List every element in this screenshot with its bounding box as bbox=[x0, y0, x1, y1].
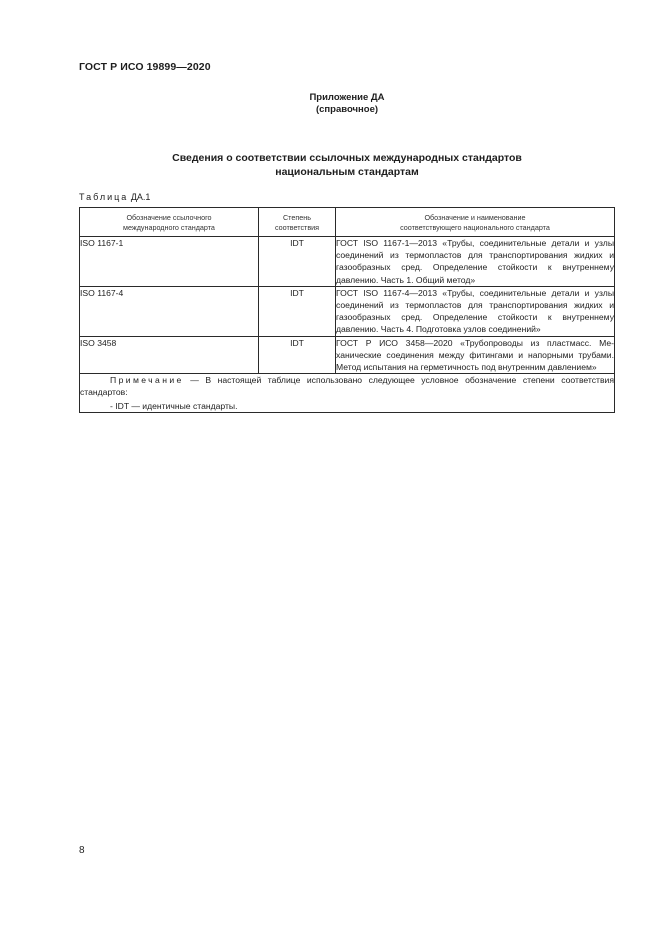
cell-reference: ISO 3458 bbox=[80, 336, 259, 374]
table-header-row bbox=[80, 208, 615, 237]
column-header-reference bbox=[80, 208, 259, 237]
correspondence-table bbox=[79, 207, 615, 413]
appendix-kind: (справочное) bbox=[315, 104, 379, 115]
section-title-line1: Сведения о соответствии ссылочных международных стандартов bbox=[172, 152, 522, 164]
cell-national-standard: ГОСТ ISO 1167-1—2013 «Трубы, соединительные детали и узлы соединений из термопластов для транспортирования жидких и газообразных сред. Определение стойкости к внутреннему давлению. Часть 1. Общий метод» bbox=[336, 238, 614, 285]
note-text: — В настоящей таблице использовано следующее условное обозначение степени соответствия стандартов: bbox=[80, 375, 614, 398]
table-note-row bbox=[80, 374, 615, 413]
table-row bbox=[80, 336, 615, 374]
cell-degree: IDT bbox=[259, 286, 336, 336]
page-number: 8 bbox=[79, 845, 85, 856]
note-title: Примечание bbox=[110, 375, 184, 386]
column-header-line: Обозначение ссылочного bbox=[126, 213, 212, 222]
cell-degree: IDT bbox=[259, 237, 336, 287]
appendix-title: Приложение ДА bbox=[309, 92, 385, 103]
column-header-degree bbox=[259, 208, 336, 237]
cell-reference: ISO 1167-4 bbox=[80, 286, 259, 336]
table-note bbox=[80, 374, 615, 413]
column-header-national bbox=[336, 208, 615, 237]
section-title-line2: национальным стандартам bbox=[275, 165, 419, 178]
table-row bbox=[80, 286, 615, 336]
column-header-line: соответствующего национального стандарта bbox=[400, 222, 550, 232]
table-caption-word: Таблица bbox=[79, 192, 129, 202]
cell-degree: IDT bbox=[259, 336, 336, 374]
document-header: ГОСТ Р ИСО 19899—2020 bbox=[79, 61, 211, 73]
appendix-heading bbox=[0, 92, 661, 116]
column-header-line: Степень bbox=[282, 213, 311, 222]
section-title bbox=[0, 152, 661, 179]
note-list-item: - IDT — идентичные стандарты. bbox=[110, 400, 238, 411]
column-header-line: международного стандарта bbox=[123, 222, 215, 232]
table-row bbox=[80, 237, 615, 287]
table-caption bbox=[79, 192, 150, 202]
column-header-line: соответствия bbox=[274, 222, 320, 232]
table-caption-number: ДА.1 bbox=[130, 192, 151, 202]
note-paragraph bbox=[80, 374, 614, 398]
cell-reference: ISO 1167-1 bbox=[80, 237, 259, 287]
cell-national-standard: ГОСТ ISO 1167-4—2013 «Трубы, соединительные детали и узлы соединений из термопластов для транспортирования жидких и газообразных сред. Определение стойкости к внутреннему давлению. Часть 4. Подготовка узлов соединений» bbox=[336, 287, 614, 335]
cell-national-standard: ГОСТ Р ИСО 3458—2020 «Трубопроводы из пластмасс. Механические соединения между фитингами и напорными трубами. Метод испытания на герметичность под внутренним давлением» bbox=[336, 337, 614, 373]
column-header-line: Обозначение и наименование bbox=[424, 213, 526, 222]
